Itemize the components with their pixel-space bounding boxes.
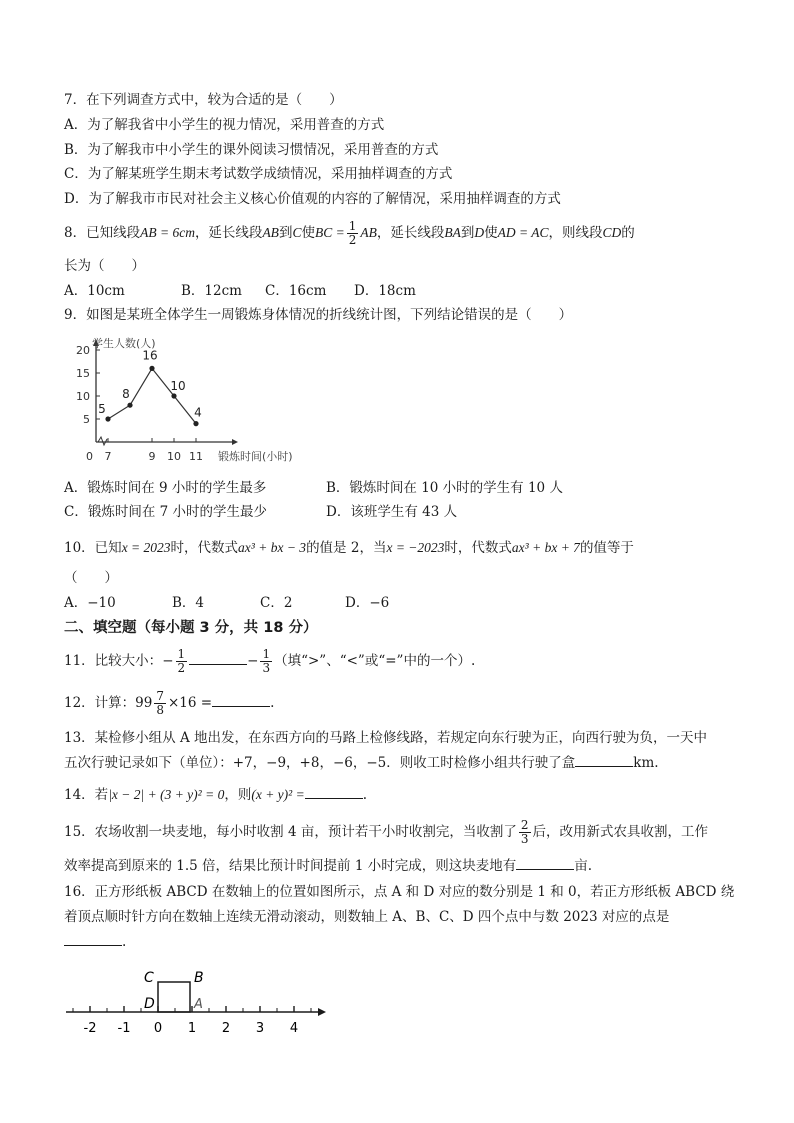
q7-option-c: C．为了解某班学生期末考试数学成绩情况，采用抽样调查的方式 (64, 166, 453, 182)
q16-stem-line3: . (64, 932, 126, 952)
number-line-tick-label: -1 (117, 1021, 131, 1036)
q8-stem: 8．已知线段AB = 6cm，延长线段AB到C使BC = $\frac{1}{2}$ AB，延长线段BA到D使AD = AC，则线段CD的 (64, 219, 635, 247)
fraction-one-half: $\frac{1}{2}$ (177, 647, 186, 675)
y-tick-label: 20 (76, 344, 90, 357)
q9-stem: 9．如图是某班全体学生一周锻炼身体情况的折线统计图，下列结论错误的是（ ） (64, 307, 573, 323)
q10-stem: 10．已知x = 2023时，代数式ax³ + bx − 3的值是 2，当x = −2023时，代数式ax³ + bx + 7的值等于 (64, 540, 634, 556)
q15-stem: 15．农场收割一块麦地，每小时收割 4 亩，预计若干小时收割完，当收割了 $\frac{2}{3}$ 后，改用新式农具收割，工作 (64, 818, 708, 846)
q7-option-b: B．为了解我市中小学生的课外阅读习惯情况，采用普查的方式 (64, 142, 439, 158)
q11-stem: 11．比较大小：− $\frac{1}{2}$ − $\frac{1}{3}$ （填“>”、“<”或“=”中的一个）. (64, 647, 476, 675)
section-heading-fill-in: 二、填空题（每小题 3 分，共 18 分） (64, 620, 318, 636)
data-label: 4 (194, 405, 202, 420)
number-line-tick-label: 1 (187, 1021, 197, 1036)
label-a: A (194, 997, 203, 1012)
answer-blank[interactable] (305, 786, 363, 799)
q9-options-row2: C．锻炼时间在 7 小时的学生最少 D．该班学生有 43 人 (64, 504, 458, 520)
data-label: 8 (122, 387, 130, 402)
answer-blank[interactable] (212, 694, 270, 707)
x-tick-label: 11 (189, 450, 203, 463)
x-axis-arrow (232, 439, 238, 445)
origin-label: 0 (86, 450, 93, 463)
data-point (171, 393, 176, 398)
data-point (127, 403, 132, 408)
fraction-seven-eighths: $\frac{7}{8}$ (156, 689, 164, 717)
x-tick-label: 10 (167, 450, 181, 463)
q8-options: A．10cm B．12cm C．16cm D．18cm (64, 283, 416, 299)
label-c: C (144, 970, 154, 986)
q12-stem: 12．计算：99 $\frac{7}{8}$ ×16 = . (64, 689, 275, 717)
q13-stem: 13．某检修小组从 A 地出发，在东西方向的马路上检修线路，若规定向东行驶为正，向西行驶为负，一天中 (64, 730, 708, 746)
q14-stem: 14．若|x − 2| + (3 + y)² = 0，则(x + y)² = . (64, 787, 367, 803)
data-point (193, 421, 198, 426)
q9-options-row1: A．锻炼时间在 9 小时的学生最多 B．锻炼时间在 10 小时的学生有 10 人 (64, 480, 563, 496)
y-tick-label: 5 (83, 413, 90, 426)
q7-stem: 7．在下列调查方式中，较为合适的是（ ） (64, 92, 343, 108)
number-line-tick-label: 4 (289, 1021, 299, 1036)
answer-blank[interactable] (516, 857, 574, 870)
x-tick-label: 7 (104, 450, 112, 463)
x-axis-label: 锻炼时间(小时) (218, 450, 293, 463)
data-point (105, 416, 110, 421)
label-b: B (194, 970, 204, 986)
y-axis-label: 学生人数(人) (92, 337, 156, 350)
q13-stem-line2: 五次行驶记录如下（单位）：+7，−9，+8，−6，−5．则收工时检修小组共行驶了盒 km. (64, 755, 659, 771)
fraction-one-third: $\frac{1}{3}$ (262, 647, 271, 675)
answer-blank[interactable] (575, 754, 633, 767)
q10-stem-line2: （ ） (64, 570, 118, 586)
q15-stem-line2: 效率提高到原来的 1.5 倍，结果比预计时间提前 1 小时完成，则这块麦地有 亩. (64, 858, 593, 874)
arrow-right-icon (318, 1008, 326, 1016)
number-line-tick-label: 0 (153, 1021, 163, 1036)
line-chart (60, 334, 330, 472)
y-tick-label: 10 (76, 390, 90, 403)
q7-option-d: D．为了解我市市民对社会主义核心价值观的内容的了解情况，采用抽样调查的方式 (64, 191, 561, 207)
square-abcd (158, 982, 190, 1012)
q16-stem: 16．正方形纸板 ABCD 在数轴上的位置如图所示，点 A 和 D 对应的数分别是 1 和 0，若正方形纸板 ABCD 绕 (64, 884, 735, 900)
data-label: 5 (98, 402, 106, 416)
number-line-tick-label: 3 (255, 1021, 265, 1036)
answer-blank[interactable] (189, 652, 247, 665)
x-tick-label: 9 (148, 450, 156, 463)
answer-blank[interactable] (64, 933, 122, 946)
number-line-tick-label: -2 (83, 1021, 97, 1036)
q8-stem-line2: 长为（ ） (64, 258, 145, 274)
data-point (149, 366, 154, 371)
data-label: 16 (142, 348, 158, 363)
label-d: D (144, 996, 155, 1012)
number-line-figure (60, 960, 330, 1038)
fraction-two-thirds: $\frac{2}{3}$ (520, 818, 529, 846)
axis-break (98, 437, 107, 445)
data-label: 10 (170, 379, 186, 393)
y-tick-label: 15 (76, 367, 90, 380)
number-line-tick-label: 2 (221, 1021, 231, 1036)
fraction-one-half: $\frac{1}{2}$ (348, 219, 357, 247)
q7-option-a: A．为了解我省中小学生的视力情况，采用普查的方式 (64, 117, 385, 133)
q10-options: A．−10 B．4 C．2 D．−6 (64, 595, 390, 611)
q16-stem-line2: 着顶点顺时针方向在数轴上连续无滑动滚动，则数轴上 A、B、C、D 四个点中与数 2023 对应的点是 (64, 909, 670, 925)
